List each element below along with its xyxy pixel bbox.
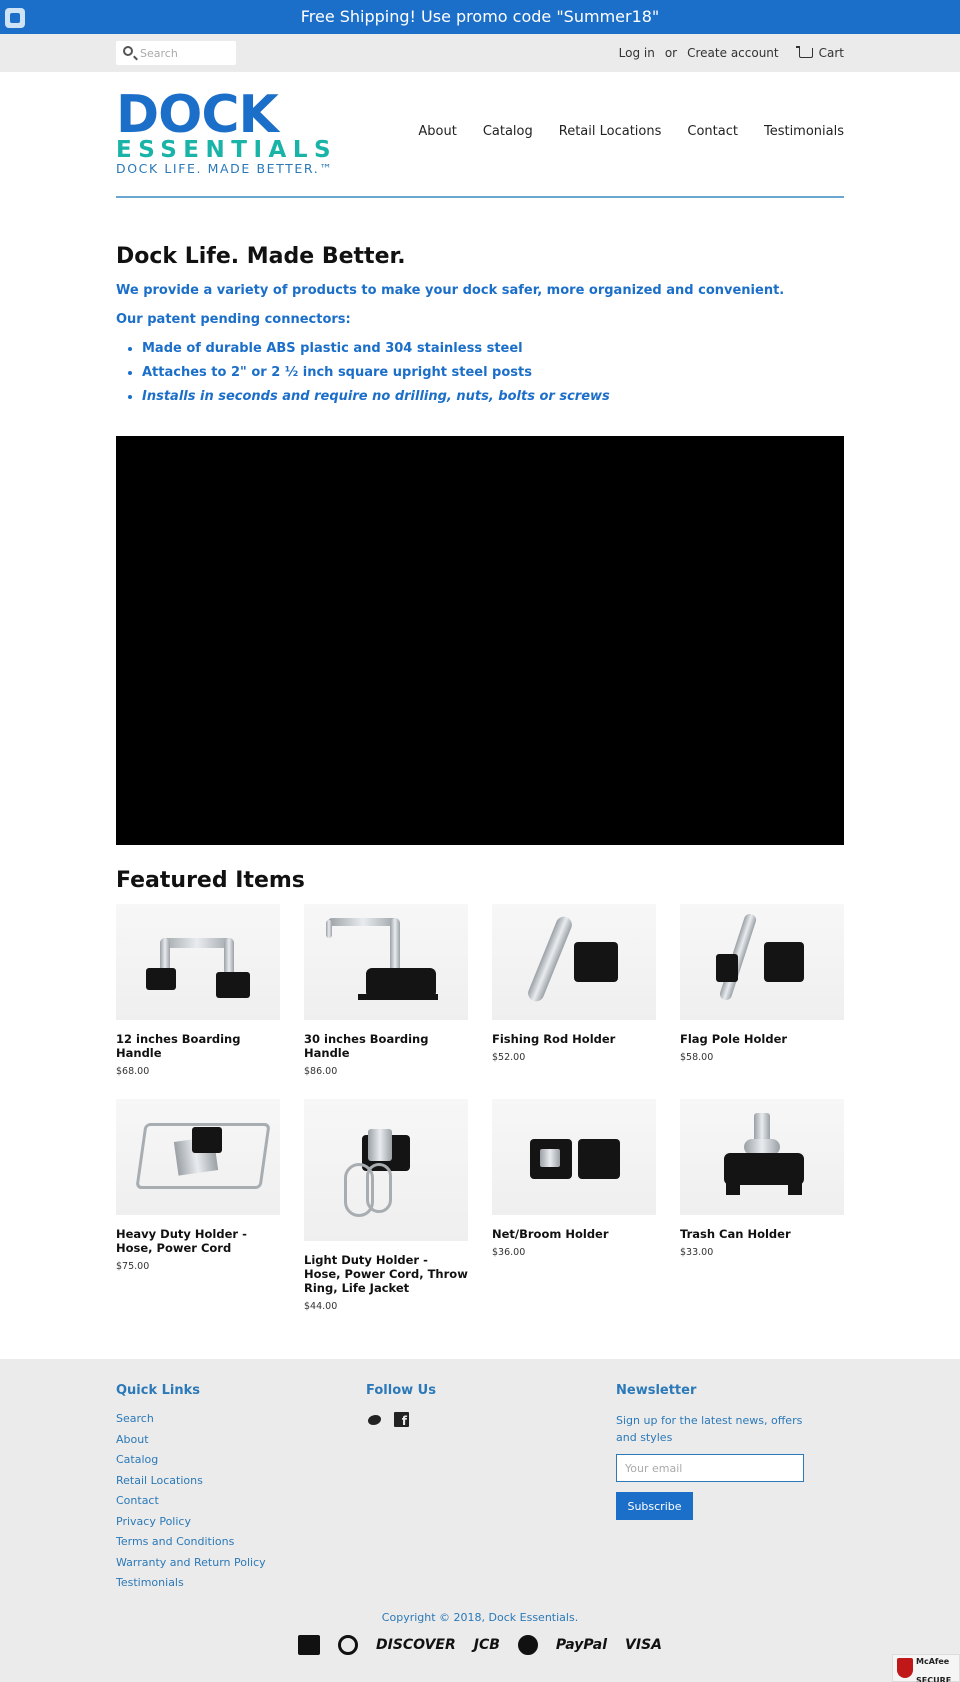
follow-us-title: Follow Us [366,1383,436,1398]
logo-line-2: ESSENTIALS [116,137,338,163]
product-price: $75.00 [116,1261,150,1272]
newsletter-text: Sign up for the latest news, offers and styles [616,1414,803,1444]
mcafee-line-2: SECURE [916,1676,952,1682]
feature-item: • Installs in seconds and require no drilling, nuts, bolts or screws [142,389,844,404]
product-name[interactable]: Heavy Duty Holder - Hose, Power Cord [116,1227,247,1255]
main-nav [418,124,844,139]
footer-link-warranty[interactable]: Warranty and Return Policy [116,1555,266,1569]
product-card[interactable] [304,904,468,1077]
search-icon[interactable] [123,46,133,56]
product-price: $44.00 [304,1301,338,1312]
product-name[interactable]: Net/Broom Holder [492,1227,609,1241]
logo[interactable] [116,85,361,176]
footer-link-catalog[interactable]: Catalog [116,1453,159,1466]
quick-links-title: Quick Links [116,1383,201,1398]
cart-link[interactable] [799,46,844,60]
product-card[interactable] [492,904,656,1077]
paypal-icon: PayPal [555,1637,608,1653]
create-account-link[interactable]: Create account [687,46,779,60]
mcafee-line-1: McAfee [916,1657,950,1666]
cart-icon [799,48,813,58]
facebook-icon[interactable] [394,1412,409,1427]
twitter-icon[interactable] [366,1413,382,1426]
newsletter [616,1383,816,1520]
product-price: $86.00 [304,1066,338,1077]
product-image[interactable] [116,904,280,1020]
product-image[interactable] [304,1099,468,1241]
jcb-icon: JCB [473,1637,500,1653]
nav-about[interactable]: About [418,124,457,139]
mcafee-shield-icon [897,1658,913,1678]
product-card[interactable] [304,1099,468,1312]
product-name[interactable]: Trash Can Holder [680,1227,791,1241]
footer-link-search[interactable]: Search [116,1412,154,1425]
announcement-bar [0,0,960,34]
footer-link-testimonials[interactable]: Testimonials [116,1576,184,1589]
newsletter-title: Newsletter [616,1383,697,1398]
discover-icon: DISCOVER [375,1637,456,1653]
social-links [366,1412,436,1427]
intro-lead: We provide a variety of products to make your dock safer, more organized and convenient. [116,283,785,298]
feature-list [142,341,844,404]
nav-retail-locations[interactable]: Retail Locations [558,124,662,139]
product-name[interactable]: Flag Pole Holder [680,1032,788,1046]
extension-icon[interactable] [5,8,25,28]
footer-link-contact[interactable]: Contact [116,1494,159,1507]
intro-section [116,244,844,413]
product-price: $68.00 [116,1066,150,1077]
product-price: $52.00 [492,1052,526,1063]
product-card[interactable] [680,904,844,1077]
product-card[interactable] [116,904,280,1077]
mcafee-text [916,1649,951,1682]
subscribe-button[interactable]: Subscribe [616,1492,693,1520]
nav-contact[interactable]: Contact [687,124,738,139]
quick-links [116,1383,266,1597]
top-bar [0,34,960,72]
cart-label: Cart [818,46,844,60]
login-link[interactable]: Log in [618,46,655,60]
visa-icon: VISA [625,1637,663,1653]
payment-icons [0,1635,960,1655]
search-input[interactable] [140,44,232,62]
nav-catalog[interactable]: Catalog [482,124,533,139]
search-box[interactable] [116,41,236,65]
site-footer [0,1359,960,1682]
product-card[interactable] [680,1099,844,1312]
footer-link-terms[interactable]: Terms and Conditions [116,1535,235,1548]
product-name[interactable]: Light Duty Holder - Hose, Power Cord, Throw Ring, Life Jacket [304,1253,468,1295]
product-card[interactable] [492,1099,656,1312]
footer-link-retail-locations[interactable]: Retail Locations [116,1473,203,1487]
product-price: $58.00 [680,1052,714,1063]
product-name[interactable]: Fishing Rod Holder [492,1032,616,1046]
product-name[interactable]: 12 inches Boarding Handle [116,1032,241,1060]
amex-icon [298,1635,320,1655]
product-name[interactable]: 30 inches Boarding Handle [304,1032,429,1060]
product-price: $33.00 [680,1247,714,1258]
logo-line-1: DOCK [116,85,278,145]
feature-item: • Attaches to 2" or 2 ½ inch square upright steel posts [142,365,844,380]
video-player[interactable] [116,436,844,845]
product-image[interactable] [492,904,656,1020]
product-image[interactable] [680,904,844,1020]
follow-us [366,1383,436,1427]
page-heading: Dock Life. Made Better. [116,244,406,269]
diners-club-icon [338,1635,358,1655]
intro-sub: Our patent pending connectors: [116,312,351,327]
feature-item: • Made of durable ABS plastic and 304 stainless steel [142,341,844,356]
product-grid [116,904,844,1312]
footer-link-privacy-policy[interactable]: Privacy Policy [116,1514,191,1528]
product-price: $36.00 [492,1247,526,1258]
product-card[interactable] [116,1099,280,1312]
announcement-text: Free Shipping! Use promo code "Summer18" [300,7,660,26]
account-links [619,46,844,60]
site-header [116,85,844,198]
mastercard-icon [518,1635,538,1655]
logo-tagline: DOCK LIFE. MADE BETTER.™ [116,161,334,176]
product-image[interactable] [492,1099,656,1215]
product-image[interactable] [304,904,468,1020]
nav-testimonials[interactable]: Testimonials [763,124,844,139]
footer-link-about[interactable]: About [116,1432,149,1446]
product-image[interactable] [116,1099,280,1215]
email-field[interactable] [616,1454,804,1482]
featured-title: Featured Items [116,868,305,893]
product-image[interactable] [680,1099,844,1215]
copyright: Copyright © 2018, Dock Essentials. [381,1611,579,1624]
or-text: or [664,46,678,60]
mcafee-secure-badge[interactable] [892,1654,960,1682]
